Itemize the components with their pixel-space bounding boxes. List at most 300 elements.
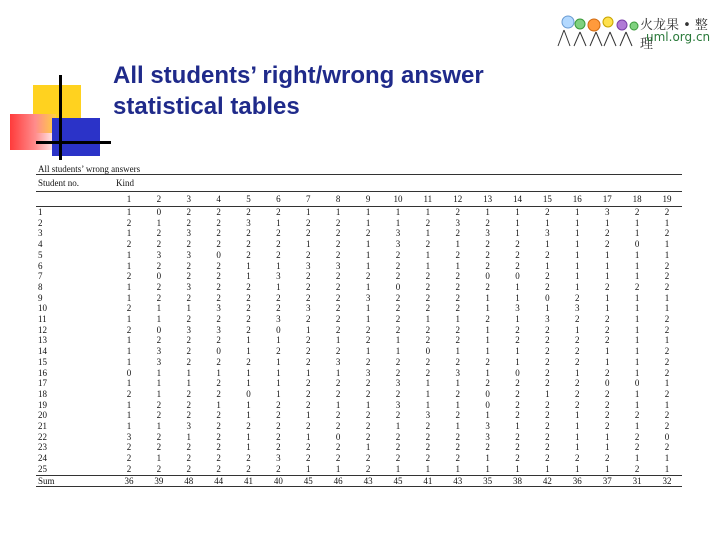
table-cell: 0 (604, 378, 610, 389)
student-number: 20 (38, 410, 47, 421)
logo-url: uml.org.cn (646, 30, 711, 44)
answers-table (36, 174, 682, 487)
table-cell: 1 (575, 260, 580, 271)
table-cell: 1 (425, 388, 431, 399)
table-cell: 2 (246, 207, 251, 217)
table-cell: 1 (604, 442, 610, 453)
table-cell: 1 (545, 239, 550, 250)
table-cell: 36 (562, 475, 592, 487)
student-number: 12 (38, 324, 47, 335)
table-cell: 1 (395, 207, 401, 217)
table-cell: 1 (545, 303, 550, 314)
table-cell: 48 (174, 475, 204, 487)
table-cell: 2 (276, 239, 281, 250)
table-cell: 1 (604, 249, 610, 260)
table-cell: 2 (365, 410, 371, 421)
table-cell: 0 (634, 378, 640, 389)
table-cell: 1 (634, 346, 640, 357)
table-cell: 2 (545, 442, 550, 453)
table-cell: 1 (485, 292, 490, 303)
table-cell: 2 (395, 388, 401, 399)
kind-number: 10 (383, 192, 413, 207)
table-cell: 1 (575, 217, 580, 228)
table-cell: 1 (664, 463, 670, 474)
table-cell: 1 (216, 367, 221, 378)
table-cell: 2 (515, 249, 520, 260)
table-cell: 2 (156, 292, 162, 303)
table-cell: 2 (335, 388, 341, 399)
table-cell: 2 (246, 249, 251, 260)
table-cell: 2 (664, 207, 670, 217)
table-cell: 2 (634, 410, 640, 421)
table-cell: 1 (634, 367, 640, 378)
student-number: 19 (38, 399, 47, 410)
table-cell: 2 (186, 453, 191, 464)
table-cell: 1 (365, 281, 371, 292)
table-cell: 1 (575, 249, 580, 260)
student-number: 24 (38, 453, 47, 464)
table-cell: 2 (575, 314, 580, 325)
table-cell: 2 (276, 421, 281, 432)
table-cell: 1 (575, 239, 580, 250)
table-cell: 0 (276, 324, 281, 335)
table-cell: 1 (634, 324, 640, 335)
table-cell: 1 (216, 399, 221, 410)
table-cell: 0 (485, 271, 490, 282)
table-header-row (36, 175, 682, 192)
table-cell: 3 (126, 431, 132, 442)
table-cell: 2 (425, 271, 431, 282)
table-cell: 3 (365, 367, 371, 378)
table-cell: 2 (186, 410, 191, 421)
student-number: 15 (38, 356, 47, 367)
table-cell: 2 (425, 431, 431, 442)
table-cell: 2 (186, 335, 191, 346)
table-cell: 32 (652, 475, 682, 487)
table-cell: 2 (216, 463, 221, 474)
table-cell: 1 (126, 249, 132, 260)
table-cell: 2 (455, 453, 460, 464)
table-cell: 1 (604, 356, 610, 367)
table-cell: 0 (335, 431, 341, 442)
table-cell: 0 (485, 388, 490, 399)
table-cell: 1 (545, 260, 550, 271)
table-cell: 2 (246, 314, 251, 325)
table-cell: 2 (545, 378, 550, 389)
table-cell: 1 (455, 378, 460, 389)
kind-number: 2 (144, 192, 174, 207)
table-cell: 3 (395, 399, 401, 410)
table-cell: 2 (216, 271, 221, 282)
table-cell: 2 (156, 463, 162, 474)
table-cell: 36 (114, 475, 144, 487)
table-cell: 2 (604, 335, 610, 346)
slide-title-line2: statistical tables (113, 93, 300, 120)
table-cell: 1 (126, 260, 132, 271)
table-cell: 0 (395, 281, 401, 292)
sum-row (36, 475, 682, 487)
table-cell: 1 (575, 442, 580, 453)
table-cell: 1 (276, 378, 281, 389)
table-cell: 2 (455, 292, 460, 303)
kind-number: 6 (263, 192, 293, 207)
table-cell: 1 (664, 249, 670, 260)
table-cell: 2 (276, 431, 281, 442)
table-cell: 2 (664, 228, 670, 239)
table-cell: 1 (604, 260, 610, 271)
table-cell: 2 (216, 260, 221, 271)
table-cell: 2 (156, 442, 162, 453)
table-row (36, 293, 682, 304)
table-cell: 2 (455, 324, 460, 335)
table-cell: 2 (664, 421, 670, 432)
table-cell: 2 (186, 207, 191, 217)
table-cell: 2 (335, 442, 341, 453)
table-cell: 3 (216, 303, 221, 314)
table-cell: 2 (545, 271, 550, 282)
table-cell: 2 (664, 346, 670, 357)
table-cell: 1 (126, 228, 132, 239)
table-cell: 3 (335, 260, 341, 271)
table-cell: 46 (323, 475, 353, 487)
table-cell: 2 (575, 453, 580, 464)
table-cell: 1 (634, 228, 640, 239)
table-cell: 0 (485, 399, 490, 410)
table-cell: 2 (604, 388, 610, 399)
table-cell: 1 (365, 303, 371, 314)
table-cell: 1 (575, 410, 580, 421)
table-cell: 2 (335, 228, 341, 239)
table-cell: 2 (335, 421, 341, 432)
table-cell: 2 (455, 249, 460, 260)
table-cell: 3 (186, 228, 191, 239)
table-cell: 1 (664, 217, 670, 228)
table-cell: 2 (604, 281, 610, 292)
table-cell: 1 (425, 249, 431, 260)
table-cell: 1 (246, 271, 251, 282)
table-cell: 2 (335, 239, 341, 250)
table-cell: 2 (485, 260, 490, 271)
table-cell: 2 (545, 249, 550, 260)
table-cell: 1 (365, 442, 371, 453)
table-cell: 35 (473, 475, 503, 487)
table-cell: 3 (425, 410, 431, 421)
table-cell: 1 (276, 260, 281, 271)
table-cell: 1 (395, 217, 401, 228)
table-cell: 2 (425, 356, 431, 367)
student-number: 1 (38, 207, 43, 217)
table-cell: 2 (216, 292, 221, 303)
table-cell: 1 (455, 314, 460, 325)
table-cell: 2 (634, 463, 640, 474)
table-cell: 3 (156, 249, 162, 260)
student-number: 16 (38, 367, 47, 378)
student-number: 7 (38, 271, 43, 282)
table-cell: 2 (455, 442, 460, 453)
table-cell: 2 (246, 421, 251, 432)
table-cell: 2 (246, 281, 251, 292)
slide-title (113, 60, 633, 122)
table-cell: 2 (216, 314, 221, 325)
table-cell: 38 (503, 475, 533, 487)
table-cell: 2 (485, 281, 490, 292)
table-cell: 1 (664, 453, 670, 464)
table-cell: 1 (485, 410, 490, 421)
table-cell: 2 (216, 431, 221, 442)
table-cell: 1 (634, 271, 640, 282)
table-cell: 2 (306, 421, 311, 432)
table-row (36, 432, 682, 443)
table-cell: 2 (246, 453, 251, 464)
table-cell: 0 (246, 388, 251, 399)
table-cell: 45 (293, 475, 323, 487)
table-cell: 2 (365, 378, 371, 389)
table-cell: 2 (604, 228, 610, 239)
table-cell: 2 (395, 271, 401, 282)
table-cell: 2 (425, 335, 431, 346)
table-cell: 2 (395, 249, 401, 260)
table-cell: 2 (246, 324, 251, 335)
table-cell: 1 (425, 399, 431, 410)
table-cell: 2 (335, 292, 341, 303)
table-cell: 3 (186, 421, 191, 432)
table-cell: 2 (425, 442, 431, 453)
table-cell: 1 (306, 367, 311, 378)
kind-number: 8 (323, 192, 353, 207)
table-cell: 1 (246, 442, 251, 453)
table-cell: 0 (515, 367, 520, 378)
table-cell: 1 (126, 399, 132, 410)
table-cell: 2 (365, 324, 371, 335)
table-cell: 1 (276, 335, 281, 346)
table-cell: 3 (365, 292, 371, 303)
table-cell: 1 (515, 228, 520, 239)
table-cell: 2 (306, 249, 311, 260)
table-cell: 2 (425, 292, 431, 303)
table-cell: 1 (515, 463, 520, 474)
table-cell: 2 (455, 207, 460, 217)
table-cell: 2 (545, 281, 550, 292)
table-cell: 1 (604, 346, 610, 357)
table-cell: 1 (425, 207, 431, 217)
table-cell: 1 (276, 281, 281, 292)
table-cell: 2 (156, 431, 162, 442)
table-cell: 0 (545, 292, 550, 303)
table-cell: 2 (156, 281, 162, 292)
table-cell: 2 (216, 410, 221, 421)
table-cell: 2 (186, 314, 191, 325)
table-row (36, 442, 682, 453)
table-cell: 40 (263, 475, 293, 487)
table-cell: 1 (276, 217, 281, 228)
table-cell: 1 (246, 335, 251, 346)
table-cell: 1 (485, 335, 490, 346)
table-cell: 1 (664, 399, 670, 410)
table-cell: 2 (306, 388, 311, 399)
table-cell: 2 (395, 303, 401, 314)
table-cell: 41 (234, 475, 264, 487)
table-cell: 2 (485, 378, 490, 389)
table-cell: 1 (575, 463, 580, 474)
table-cell: 2 (545, 421, 550, 432)
student-number: 6 (38, 260, 43, 271)
table-cell: 2 (186, 239, 191, 250)
table-cell: 2 (306, 292, 311, 303)
student-number: 23 (38, 442, 47, 453)
table-cell: 3 (485, 228, 490, 239)
student-number: 25 (38, 463, 47, 474)
table-cell: 1 (455, 421, 460, 432)
slide-title-line1: All students’ right/wrong answer (113, 62, 484, 89)
table-cell: 2 (306, 314, 311, 325)
table-cell: 42 (532, 475, 562, 487)
table-cell: 2 (545, 431, 550, 442)
table-cell: 1 (634, 249, 640, 260)
table-cell: 1 (485, 453, 490, 464)
table-cell: 2 (186, 346, 191, 357)
table-cell: 1 (306, 207, 311, 217)
table-cell: 2 (425, 324, 431, 335)
table-row (36, 314, 682, 325)
table-cell: 2 (515, 239, 520, 250)
student-number: 18 (38, 388, 47, 399)
table-cell: 2 (664, 442, 670, 453)
table-cell: 1 (485, 303, 490, 314)
table-cell: 1 (575, 271, 580, 282)
table-cell: 1 (545, 388, 550, 399)
table-cell: 1 (485, 367, 490, 378)
table-cell: 1 (246, 346, 251, 357)
table-cell: 2 (455, 228, 460, 239)
table-cell: 1 (515, 421, 520, 432)
student-number: 11 (38, 314, 47, 325)
kind-number: 14 (503, 192, 533, 207)
student-number: 17 (38, 378, 47, 389)
table-cell: 0 (664, 431, 670, 442)
table-cell: 2 (186, 442, 191, 453)
table-cell: 2 (306, 217, 311, 228)
table-cell: 1 (335, 207, 341, 217)
decor-vertical-line (59, 75, 62, 160)
table-cell: 2 (545, 346, 550, 357)
table-cell: 2 (545, 335, 550, 346)
table-cell: 3 (515, 303, 520, 314)
table-cell: 1 (485, 207, 490, 217)
table-cell: 1 (664, 292, 670, 303)
table-cell: 2 (306, 281, 311, 292)
table-cell: 2 (425, 421, 431, 432)
table-cell: 2 (664, 388, 670, 399)
table-cell: 0 (216, 249, 221, 260)
table-cell: 1 (156, 314, 162, 325)
table-cell: 2 (276, 228, 281, 239)
table-cell: 2 (664, 367, 670, 378)
table-cell: 2 (126, 388, 132, 399)
table-cell: 2 (365, 431, 371, 442)
table-cell: 2 (395, 453, 401, 464)
table-cell: 3 (545, 314, 550, 325)
table-cell: 1 (365, 207, 371, 217)
table-cell: 3 (276, 453, 281, 464)
table-cell: 37 (592, 475, 622, 487)
table-cell: 1 (126, 346, 132, 357)
table-cell: 1 (634, 335, 640, 346)
student-number: Sum (36, 475, 114, 487)
table-cell: 1 (246, 410, 251, 421)
table-cell: 1 (365, 249, 371, 260)
table-row (36, 453, 682, 464)
student-number: 8 (38, 281, 43, 292)
table-cell: 1 (126, 335, 132, 346)
table-cell: 1 (246, 378, 251, 389)
student-number: 9 (38, 292, 43, 303)
table-cell: 1 (306, 463, 311, 474)
table-cell: 2 (545, 399, 550, 410)
table-cell: 1 (664, 335, 670, 346)
table-cell: 2 (575, 292, 580, 303)
table-cell: 2 (186, 217, 191, 228)
table-cell: 1 (515, 292, 520, 303)
table-cell: 2 (216, 388, 221, 399)
logo-text: 火龙果 • 整理 (640, 18, 708, 52)
table-cell: 2 (335, 346, 341, 357)
student-number: 4 (38, 239, 43, 250)
table-cell: 2 (485, 356, 490, 367)
table-row (36, 282, 682, 293)
table-cell: 1 (634, 388, 640, 399)
table-cell: 0 (126, 367, 132, 378)
table-cell: 2 (335, 217, 341, 228)
table-cell: 2 (246, 356, 251, 367)
table-cell: 2 (216, 335, 221, 346)
student-number: 14 (38, 346, 47, 357)
table-cell: 2 (365, 335, 371, 346)
table-cell: 2 (485, 314, 490, 325)
table-cell: 2 (365, 356, 371, 367)
table-cell: 2 (395, 442, 401, 453)
table-cell: 2 (156, 260, 162, 271)
table-cell: 41 (413, 475, 443, 487)
table-cell: 2 (276, 249, 281, 260)
table-cell: 2 (515, 378, 520, 389)
table-cell: 2 (156, 239, 162, 250)
table-cell: 2 (126, 239, 132, 250)
table-cell: 2 (664, 281, 670, 292)
table-row (36, 378, 682, 389)
table-cell: 1 (485, 324, 490, 335)
table-cell: 1 (455, 260, 460, 271)
table-cell: 2 (126, 463, 132, 474)
table-cell: 1 (306, 324, 311, 335)
table-cell: 2 (664, 314, 670, 325)
table-cell: 1 (365, 399, 371, 410)
table-cell: 2 (335, 324, 341, 335)
table-cell: 2 (545, 207, 550, 217)
table-cell: 2 (515, 388, 520, 399)
table-cell: 1 (604, 271, 610, 282)
table-cell: 1 (156, 303, 162, 314)
table-cell: 2 (664, 324, 670, 335)
kind-number: 18 (622, 192, 652, 207)
table-cell: 1 (365, 217, 371, 228)
table-cell: 2 (216, 356, 221, 367)
table-cell: 1 (425, 463, 431, 474)
table-cell: 2 (664, 356, 670, 367)
table-cell: 2 (604, 421, 610, 432)
table-cell: 2 (335, 303, 341, 314)
kind-number: 3 (174, 192, 204, 207)
table-cell: 0 (156, 207, 162, 217)
